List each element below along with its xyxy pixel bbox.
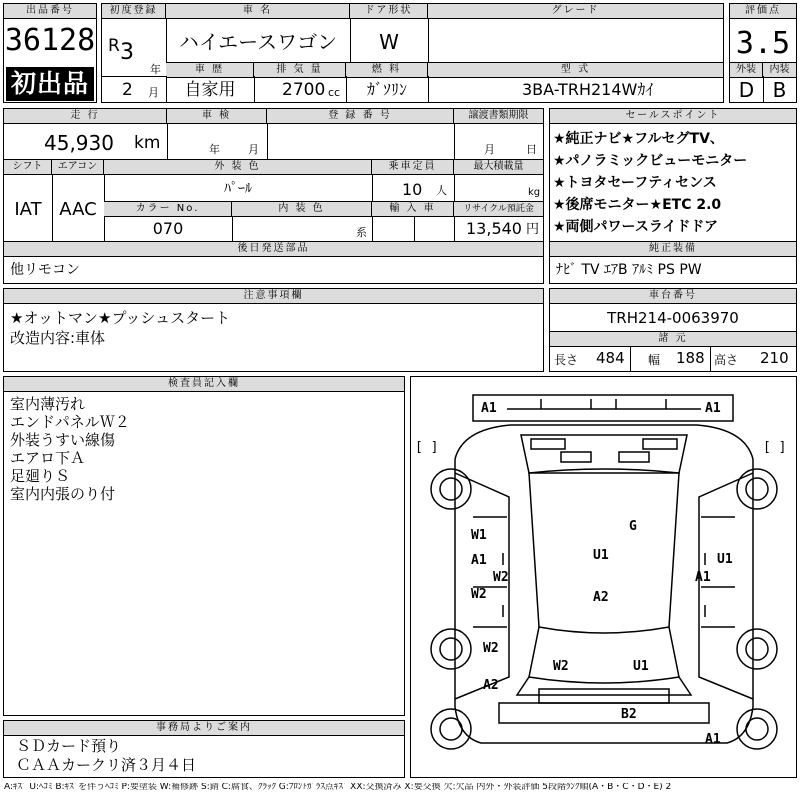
history-label: 車 歴 <box>166 62 254 78</box>
equipment-label: 純正装備 <box>550 242 796 257</box>
inspector-line: 室内内張のり付 <box>10 485 116 503</box>
shift-value: IAT <box>14 199 42 220</box>
mark-left-front-door: W1 <box>471 528 487 543</box>
displacement-unit: cc <box>328 86 341 99</box>
sales-point-item: ★両側パワースライドドア <box>553 219 719 235</box>
inspector-line: エアロ下Ａ <box>10 449 86 467</box>
history-value: 自家用 <box>184 80 236 100</box>
ac-value: AAC <box>59 199 97 220</box>
inspection-year-unit: 年 <box>209 143 220 156</box>
notes-line: ★オットマン★プッシュスタート <box>10 309 231 327</box>
transfer-label: 譲渡書類期限 <box>454 109 543 124</box>
vehicle-header-grid <box>101 3 724 103</box>
shift-label: シフト <box>4 160 52 175</box>
car-name-label: 車 名 <box>166 4 350 19</box>
later-parts-value: 他リモコン <box>10 262 80 278</box>
ac-label: エアコン <box>52 160 104 175</box>
mileage-label: 走 行 <box>4 109 167 124</box>
load-unit: kg <box>528 187 541 198</box>
mark-left-slide: W2 <box>471 587 487 602</box>
office-line: ＣＡＡカークリ済３月４日 <box>16 756 197 774</box>
mark-right-front: U1 <box>717 552 733 567</box>
mark-left-rear: W2 <box>483 641 499 656</box>
inspector-line: 足廻りＳ <box>10 467 71 485</box>
inspection-label: 車 検 <box>167 109 267 124</box>
later-parts-label: 後日発送部品 <box>4 242 543 257</box>
recycle-label: リサイクル預託金 <box>454 202 543 217</box>
sales-point-item: ★トヨタセーフティセンス <box>553 175 717 191</box>
mark-rear-bumper: B2 <box>621 707 637 722</box>
exterior-color-label: 外 装 色 <box>104 160 372 175</box>
first-listing-badge: 初出品 <box>6 67 94 101</box>
year-unit: 年 <box>150 63 161 76</box>
inspector-line: エンドパネルＷ２ <box>10 413 130 431</box>
exterior-grade: D <box>738 78 755 102</box>
mark-left-quarter: A2 <box>483 678 499 693</box>
car-name: ハイエースワゴン <box>178 30 338 54</box>
mark-right-mid: A1 <box>695 570 711 585</box>
displacement-value: 2700 <box>282 80 326 100</box>
era: R <box>108 36 120 56</box>
mark-rear-right: A1 <box>705 732 721 747</box>
office-line: ＳＤカード預り <box>16 737 122 755</box>
equipment-value: ﾅﾋﾞ TV ｴｱB ｱﾙﾐ PS PW <box>556 262 702 278</box>
inspector-line: 外装うすい線傷 <box>10 431 116 449</box>
length-label: 長さ <box>554 353 579 367</box>
score-box <box>729 3 797 103</box>
listing-number-label: 出品番号 <box>4 4 96 19</box>
dims-label: 諸 元 <box>550 331 796 347</box>
office-box <box>3 720 405 778</box>
length-value: 484 <box>596 349 625 367</box>
sales-point-item: ★後席モニター★ETC 2.0 <box>553 197 722 213</box>
height-value: 210 <box>760 349 789 367</box>
recycle-unit: 円 <box>526 222 540 237</box>
capacity-label: 乗車定員 <box>372 160 454 175</box>
sales-point-item: ★パノラミックビューモニター <box>553 153 748 169</box>
month: 2 <box>122 80 133 100</box>
mark-roof-rear-left: W2 <box>553 659 569 674</box>
interior-color-label: 内 装 色 <box>232 202 372 217</box>
width-value: 188 <box>676 349 705 367</box>
color-no-label: カラー No. <box>104 202 232 217</box>
door-value: W <box>379 30 399 54</box>
capacity-value: 10 <box>402 180 423 199</box>
load-label: 最大積載量 <box>454 160 543 175</box>
sales-points-box <box>549 108 797 284</box>
chassis-box <box>549 288 797 372</box>
displacement-label: 排 気 量 <box>254 62 346 78</box>
model-label: 型 式 <box>428 62 723 78</box>
model-value: 3BA-TRH214Wｶｲ <box>522 80 654 99</box>
details-grid <box>3 108 544 284</box>
exterior-grade-label: 外装 <box>730 62 763 78</box>
mileage-unit: km <box>134 133 161 153</box>
mark-left-bracket: [ ] <box>415 440 439 455</box>
score-label: 評価点 <box>730 4 796 19</box>
color-no-value: 070 <box>152 219 184 238</box>
score-value: 3.5 <box>735 26 791 61</box>
transfer-month-unit: 月 <box>484 143 495 156</box>
mileage-value: 45,930 <box>44 131 114 155</box>
mark-right-bracket: [ ] <box>763 440 787 455</box>
interior-grade-label: 内装 <box>763 62 796 78</box>
inspector-label: 検査員記入欄 <box>4 377 404 392</box>
listing-number-box <box>3 3 97 103</box>
import-label: 輸 入 車 <box>372 202 454 217</box>
legend-text: A:ｷｽﾞ U:ﾍｺﾐ B:ｷｽﾞを伴うﾍｺﾐ P:要塗装 W:補修跡 S:錆 C:腐食、ｸﾗｯｸ G:ﾌﾛﾝﾄｶﾞﾗｽ点ｷｽﾞ XX:交換済み X:要交換 欠:欠品 内外・外装評価 5段階ﾗﾝｸ順(A・B・C・D・E) 2 <box>4 783 672 792</box>
inspector-box <box>3 376 405 716</box>
fuel-label: 燃 料 <box>346 62 428 78</box>
transfer-day-unit: 日 <box>526 143 537 156</box>
grade-label: グレード <box>428 4 723 19</box>
listing-number: 36128 <box>4 23 96 58</box>
width-label: 幅 <box>648 353 661 367</box>
mark-front-left: A1 <box>481 401 497 416</box>
inspector-line: 室内薄汚れ <box>10 395 86 413</box>
notes-box <box>3 288 544 372</box>
month-unit: 月 <box>148 86 159 99</box>
sales-points-label: セールスポイント <box>550 109 796 124</box>
mark-windshield: G <box>629 519 637 534</box>
mark-left-front-door-2: A1 <box>471 553 487 568</box>
interior-grade: B <box>772 78 787 102</box>
door-label: ドア形状 <box>350 4 428 19</box>
exterior-color-value: ﾊﾟｰﾙ <box>224 181 252 197</box>
vehicle-diagram <box>411 377 796 777</box>
mark-roof-mid: A2 <box>593 590 609 605</box>
sales-point-item: ★純正ナビ★フルセグTV、 <box>553 131 724 147</box>
mark-front-right: A1 <box>705 401 721 416</box>
height-label: 高さ <box>714 353 739 367</box>
inspection-month-unit: 月 <box>248 143 259 156</box>
chassis-value: TRH214-0063970 <box>607 309 739 327</box>
interior-color-suffix: 系 <box>356 226 367 239</box>
notes-line: 改造内容:車体 <box>10 329 106 347</box>
notes-label: 注意事項欄 <box>4 289 543 304</box>
chassis-label: 車台番号 <box>550 289 796 304</box>
office-label: 事務局よりご案内 <box>4 721 404 736</box>
recycle-value: 13,540 <box>466 219 522 238</box>
mark-roof-rear-right: U1 <box>633 659 649 674</box>
mark-left-mid: W2 <box>493 570 509 585</box>
first-reg-label: 初度登録 <box>102 4 166 19</box>
registration-label: 登 録 番 号 <box>267 109 454 124</box>
fuel-value: ｶﾞｿﾘﾝ <box>366 80 407 99</box>
era-year: 3 <box>120 40 134 65</box>
capacity-unit: 人 <box>436 184 447 197</box>
damage-diagram-box <box>410 376 797 778</box>
mark-roof-front: U1 <box>593 548 609 563</box>
